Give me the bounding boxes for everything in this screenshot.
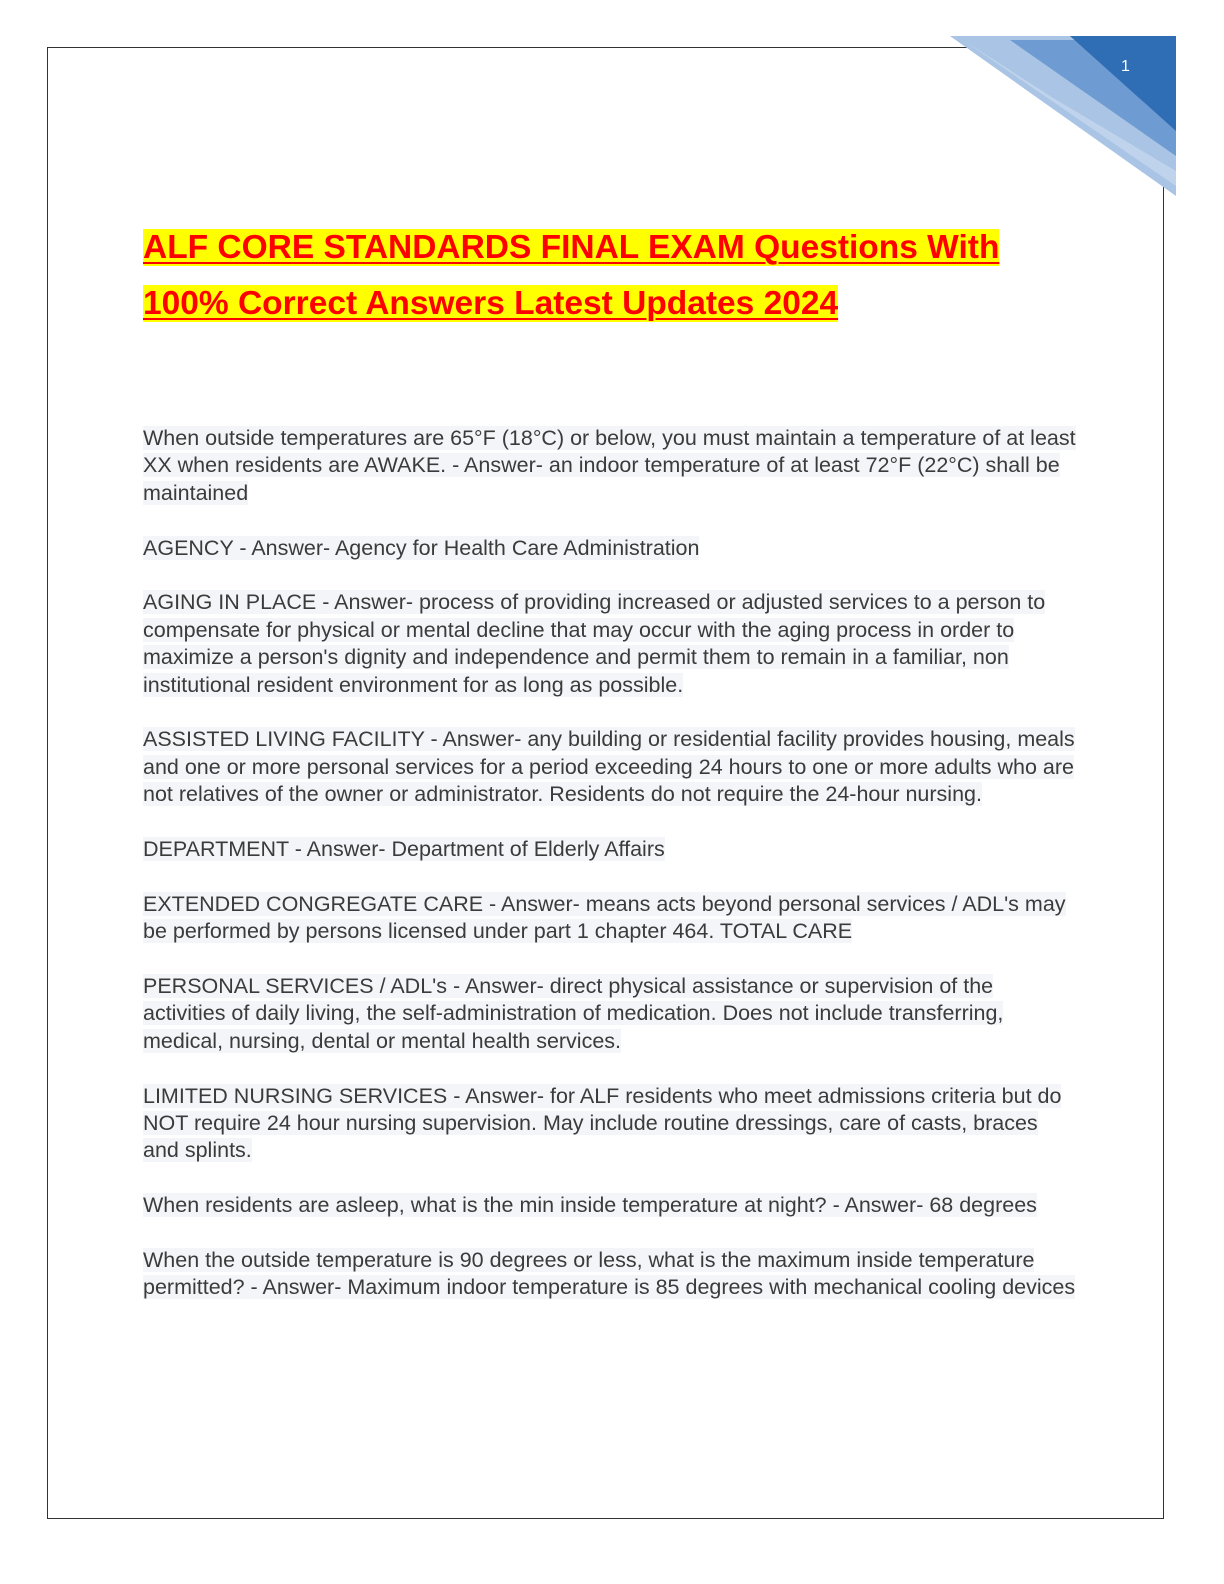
- qa-item: [143, 535, 1078, 562]
- qa-item: [143, 1083, 1078, 1165]
- title-line-2: 100% Correct Answers Latest Updates 2024: [143, 285, 839, 322]
- qa-item: [143, 425, 1078, 507]
- document-title: [143, 220, 1063, 332]
- qa-item: [143, 1247, 1078, 1302]
- qa-item: [143, 589, 1078, 699]
- qa-item: [143, 891, 1078, 946]
- qa-item-text: ASSISTED LIVING FACILITY - Answer- any building or residential facility provides housing, meals and one or more personal services for a period exceeding 24 hours to one or more adults who are not relatives of the owner or administrator. Residents do not require the 24-hour nursing.: [143, 727, 1075, 807]
- qa-item-text: LIMITED NURSING SERVICES - Answer- for ALF residents who meet admissions criteria but do NOT require 24 hour nursing supervision. May include routine dressings, care of casts, braces and splints.: [143, 1083, 1062, 1163]
- qa-item-text: DEPARTMENT - Answer- Department of Elderly Affairs: [143, 837, 665, 862]
- qa-item-text: PERSONAL SERVICES / ADL's - Answer- direct physical assistance or supervision of the activities of daily living, the self-administration of medication. Does not include transferring, medical, nursing, dental or mental health services.: [143, 974, 1004, 1053]
- qa-item: [143, 836, 1078, 863]
- qa-item-text: AGENCY - Answer- Agency for Health Care Administration: [143, 535, 700, 560]
- page-number: 1: [1121, 58, 1130, 75]
- qa-item-text: When the outside temperature is 90 degrees or less, what is the maximum inside temperature permitted? - Answer- Maximum indoor temperature is 85 degrees with mechanical cooling devices: [143, 1248, 1076, 1300]
- qa-item-text: EXTENDED CONGREGATE CARE - Answer- means acts beyond personal services / ADL's may be performed by persons licensed under part 1 chapter 464. TOTAL CARE: [143, 891, 1066, 944]
- qa-list: [143, 425, 1078, 1329]
- qa-item-text: When outside temperatures are 65°F (18°C) or below, you must maintain a temperature of at least XX when residents are AWAKE. - Answer- an indoor temperature of at least 72°F (22°C) shall be maintained: [143, 426, 1076, 505]
- corner-decoration: [950, 36, 1176, 196]
- qa-item-text: When residents are asleep, what is the min inside temperature at night? - Answer- 68 degrees: [143, 1193, 1037, 1218]
- qa-item: [143, 1192, 1078, 1219]
- title-line-1: ALF CORE STANDARDS FINAL EXAM Questions With: [143, 229, 1000, 266]
- qa-item-text: AGING IN PLACE - Answer- process of providing increased or adjusted services to a person to compensate for physical or mental decline that may occur with the aging process in order to maximize a person's dignity and independence and permit them to remain in a familiar, non institutional resident environment for as long as possible.: [143, 590, 1046, 697]
- qa-item: [143, 726, 1078, 808]
- qa-item: [143, 973, 1078, 1055]
